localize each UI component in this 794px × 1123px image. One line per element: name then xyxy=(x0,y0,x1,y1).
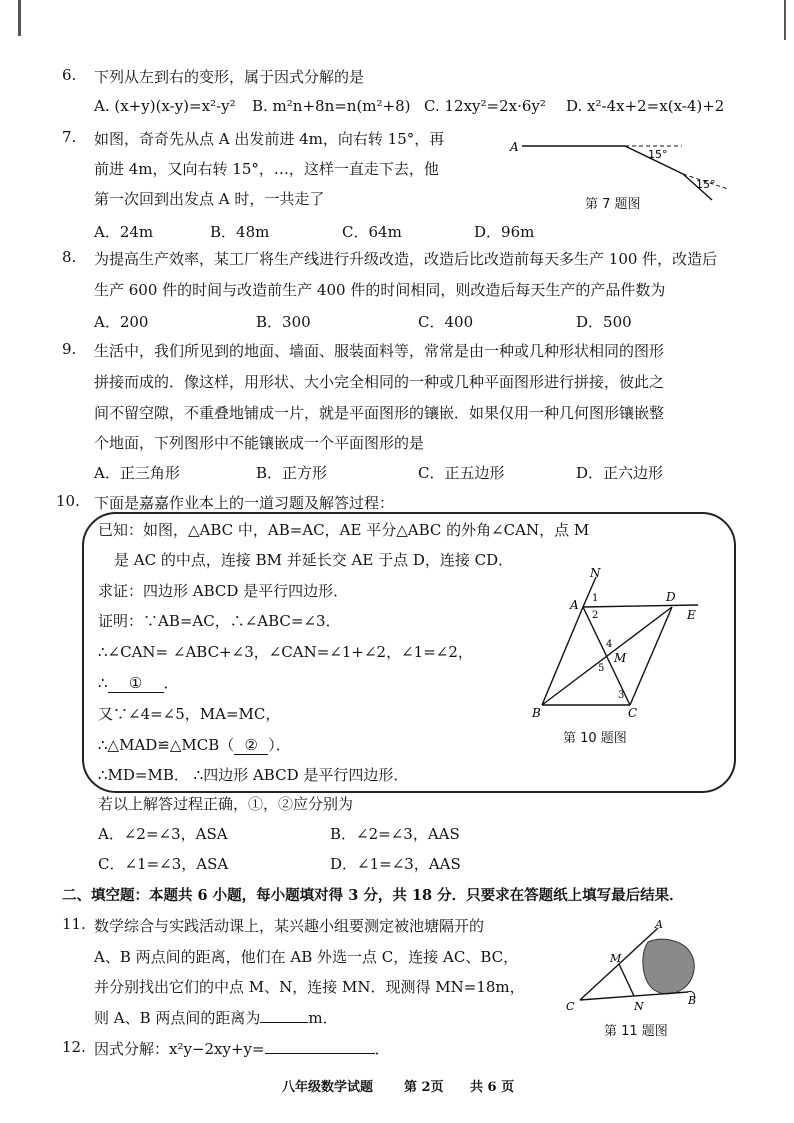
close-paren: ）． xyxy=(268,736,291,754)
period: ． xyxy=(163,674,179,692)
box-line: ∴MD=MB． ∴四边形 ABCD 是平行四边形． xyxy=(98,766,409,784)
question-number: 9. xyxy=(62,340,77,358)
therefore-sign: ∴ xyxy=(98,674,108,692)
question-line xyxy=(94,1007,338,1028)
angle-5-label: 5 xyxy=(598,663,605,674)
period: ． xyxy=(374,1040,390,1058)
option-b: B．∠2=∠3，AAS xyxy=(330,825,460,843)
question-number: 11. xyxy=(62,915,86,933)
option-c: C．400 xyxy=(418,313,474,331)
question-number: 8. xyxy=(62,248,77,266)
label-b: B xyxy=(532,706,541,720)
option-b: B. m²n+8n=n(m²+8) xyxy=(252,97,411,115)
label-d: D xyxy=(666,590,676,604)
option-a: A．正三角形 xyxy=(94,464,180,482)
footer-page: 第 2页 xyxy=(404,1080,444,1095)
label-m: M xyxy=(614,651,627,665)
label-n: N xyxy=(590,566,601,580)
question-line: 若以上解答过程正确，①，②应分别为 xyxy=(98,795,354,813)
box-line: 又∵∠4=∠5，MA=MC， xyxy=(98,705,281,723)
question-line: 数学综合与实践活动课上，某兴趣小组要测定被池塘隔开的 xyxy=(94,917,485,935)
box-line: 求证：四边形 ABCD 是平行四边形． xyxy=(98,582,349,600)
question-number: 6. xyxy=(62,66,77,84)
question-number: 10. xyxy=(56,492,80,510)
label-c: C xyxy=(628,706,638,720)
box-line: 已知：如图，△ABC 中，AB=AC，AE 平分△ABC 的外角∠CAN，点 M xyxy=(98,521,590,539)
label-c: C xyxy=(566,1000,575,1013)
footer-total: 共 6 页 xyxy=(470,1080,515,1095)
scan-edge-right xyxy=(784,0,786,40)
question-line: 拼接而成的．像这样，用形状、大小完全相同的一种或几种平面图形进行拼接，彼此之 xyxy=(94,373,665,391)
option-d: D．正六边形 xyxy=(576,464,664,482)
question-line: 生活中，我们所见到的地面、墙面、服装面料等，常常是由一种或几种形状相同的图形 xyxy=(94,342,665,360)
question-line: 第一次回到出发点 A 时，一共走了 xyxy=(94,190,325,208)
congruence-text: ∴△MAD≌△MCB（ xyxy=(98,736,235,754)
blank-1[interactable]: ① xyxy=(108,674,164,693)
figure-caption: 第 10 题图 xyxy=(563,731,627,746)
figure-10 xyxy=(520,565,710,720)
option-c: C. 12xy²=2x·6y² xyxy=(424,97,546,115)
box-line xyxy=(98,734,291,755)
answer-blank[interactable] xyxy=(260,1022,308,1023)
option-d: D．∠1=∠3，AAS xyxy=(330,855,461,873)
question-number: 7. xyxy=(62,128,77,146)
angle-2-label: 2 xyxy=(592,610,599,621)
figure-caption: 第 7 题图 xyxy=(585,197,641,212)
question-line: 生产 600 件的时间与改造前生产 400 件的时间相同，则改造后每天生产的产品件数为 xyxy=(94,281,666,299)
question-text: 则 A、B 两点间的距离为 xyxy=(94,1009,261,1027)
label-a: A xyxy=(570,598,579,612)
footer-title: 八年级数学试题 xyxy=(282,1080,374,1095)
answer-blank[interactable] xyxy=(265,1053,375,1054)
option-c: C．正五边形 xyxy=(418,464,505,482)
figure-caption: 第 11 题图 xyxy=(604,1024,668,1039)
blank-2[interactable]: ② xyxy=(234,736,268,755)
option-b: B．正方形 xyxy=(256,464,328,482)
option-a: A．200 xyxy=(94,313,149,331)
question-line: A、B 两点间的距离，他们在 AB 外选一点 C，连接 AC、BC， xyxy=(94,948,519,966)
option-d: D. x²-4x+2=x(x-4)+2 xyxy=(566,97,725,115)
angle-3-label: 3 xyxy=(618,690,625,701)
option-a: A．∠2=∠3，ASA xyxy=(98,825,228,843)
question-line: 并分别找出它们的中点 M、N，连接 MN．现测得 MN=18m， xyxy=(94,978,525,996)
scan-edge-left xyxy=(18,0,21,36)
question-number: 12. xyxy=(62,1038,86,1056)
question-text: 因式分解：x²y−2xy+y= xyxy=(94,1040,265,1058)
question-line: 前进 4m，又向右转 15°，…，这样一直走下去，他 xyxy=(94,160,439,178)
option-a: A. (x+y)(x-y)=x²-y² xyxy=(94,97,236,115)
option-d: D．96m xyxy=(474,223,535,241)
box-line: ∴∠CAN= ∠ABC+∠3，∠CAN=∠1+∠2，∠1=∠2， xyxy=(98,643,473,661)
section-heading: 二、填空题：本题共 6 小题，每小题填对得 3 分，共 18 分．只要求在答题纸上填写最后结果． xyxy=(62,887,684,904)
box-line xyxy=(98,672,179,693)
label-a: A xyxy=(655,918,663,931)
option-d: D．500 xyxy=(576,313,632,331)
question-line: 个地面，下列图形中不能镶嵌成一个平面图形的是 xyxy=(94,434,425,452)
question-stem: 下面是嘉嘉作业本上的一道习题及解答过程： xyxy=(94,494,395,512)
option-c: C．64m xyxy=(342,223,402,241)
label-b: B xyxy=(688,994,697,1007)
angle-4-label: 4 xyxy=(606,639,613,650)
option-b: B．300 xyxy=(256,313,311,331)
label-e: E xyxy=(687,608,696,622)
figure-11 xyxy=(560,918,710,1018)
label-n: N xyxy=(634,1000,644,1013)
question-line: 如图，奇奇先从点 A 出发前进 4m，向右转 15°，再 xyxy=(94,130,445,148)
angle-1-label: 1 xyxy=(592,593,599,604)
option-a: A．24m xyxy=(94,223,154,241)
box-line: 证明：∵AB=AC，∴∠ABC=∠3． xyxy=(98,612,341,630)
question-line xyxy=(94,1038,390,1059)
option-b: B．48m xyxy=(210,223,270,241)
angle-label: 15° xyxy=(648,148,668,161)
question-stem: 下列从左到右的变形，属于因式分解的是 xyxy=(94,68,365,86)
question-line: 为提高生产效率，某工厂将生产线进行升级改造，改造后比改造前每天多生产 100 件，改造后 xyxy=(94,250,718,268)
unit-text: m． xyxy=(308,1009,338,1027)
point-a-label: A xyxy=(510,140,519,154)
angle-label: 15° xyxy=(696,178,716,191)
label-m: M xyxy=(610,952,622,965)
box-line: 是 AC 的中点，连接 BM 并延长交 AE 于点 D，连接 CD． xyxy=(114,551,514,569)
option-c: C．∠1=∠3，ASA xyxy=(98,855,229,873)
question-line: 间不留空隙，不重叠地铺成一片，就是平面图形的镶嵌．如果仅用一种几何图形镶嵌整 xyxy=(94,404,665,422)
